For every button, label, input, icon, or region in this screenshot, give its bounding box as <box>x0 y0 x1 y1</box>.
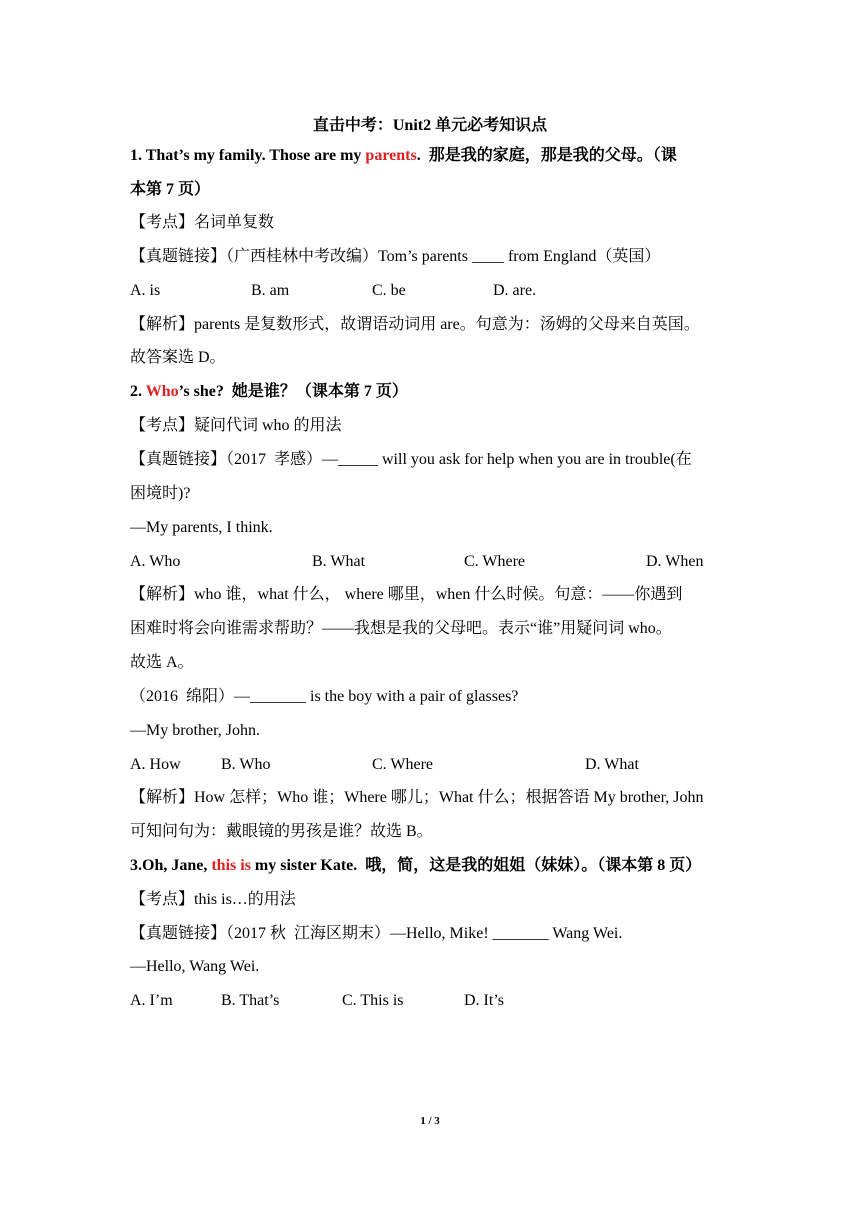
section-2-jiexi-line2: 困难时将会向谁需求帮助？——我想是我的父母吧。表示“谁”用疑问词 who。 <box>130 620 672 637</box>
section-3-option-b: B. That’s <box>221 992 280 1009</box>
section-1-kaodian: 【考点】名词单复数 <box>130 214 275 231</box>
section-2-question-2: （2016 绵阳）—_______ is the boy with a pair of glasses? <box>130 688 519 705</box>
section-3-option-d: D. It’s <box>464 992 504 1009</box>
section-1-heading <box>130 146 677 166</box>
section-3-option-a: A. I’m <box>130 992 173 1009</box>
section-2-jiexi-line3: 故选 A。 <box>130 654 194 671</box>
section-1-jiexi-line1: 【解析】parents 是复数形式，故谓语动词用 are。句意为：汤姆的父母来自英国。 <box>130 316 700 333</box>
section-2-option-c: C. Where <box>464 553 526 570</box>
section-1-jiexi-line2: 故答案选 D。 <box>130 349 226 366</box>
page-title: 直击中考：Unit2 单元必考知识点 <box>312 117 548 134</box>
section-2-q2-option-b: B. Who <box>221 756 271 773</box>
section-3-heading <box>130 856 701 876</box>
section-2-link-line1: 【真题链接】（2017 孝感）—_____ will you ask for help when you are in trouble(在 <box>130 451 692 468</box>
section-2-heading <box>130 382 408 402</box>
section-2-jiexi-line5: 可知问句为：戴眼镜的男孩是谁？故选 B。 <box>130 823 433 840</box>
section-1-option-d: D. are. <box>493 282 537 299</box>
section-3-link: 【真题链接】（2017 秋 江海区期末）—Hello, Mike! _______ Wang Wei. <box>130 925 623 942</box>
section-2-q2-option-c: C. Where <box>372 756 434 773</box>
section-2-jiexi-line1: 【解析】who 谁，what 什么， where 哪里，when 什么时候。句意：——你遇到 <box>130 586 683 603</box>
section-1-option-c: C. be <box>372 282 406 299</box>
section-3-keyword: this is <box>211 857 251 874</box>
section-2-heading-pre: 2. <box>130 383 146 400</box>
section-2-q2-option-a: A. How <box>130 756 181 773</box>
section-2-keyword: Who <box>145 383 179 400</box>
section-1-link: 【真题链接】（广西桂林中考改编）Tom’s parents ____ from England（英国） <box>130 248 661 265</box>
section-1-heading-line2: 本第 7 页） <box>130 181 211 198</box>
page-number: 1 / 3 <box>420 1115 440 1127</box>
section-2-heading-post: ’s she? 她是谁？（课本第 7 页） <box>178 383 408 400</box>
section-1-keyword: parents <box>365 147 417 164</box>
section-1-heading-post: . 那是我的家庭，那是我的父母。（课 <box>416 147 677 164</box>
section-1-heading-pre: 1. That’s my family. Those are my <box>130 147 366 164</box>
section-2-answer-2: —My brother, John. <box>130 722 261 739</box>
section-3-answer: —Hello, Wang Wei. <box>130 958 260 975</box>
section-2-q2-option-d: D. What <box>585 756 639 773</box>
section-1-option-a: A. is <box>130 282 161 299</box>
section-3-heading-post: my sister Kate. 哦，简，这是我的姐姐（妹妹）。（课本第 8 页） <box>250 857 702 874</box>
section-2-answer: —My parents, I think. <box>130 519 273 536</box>
section-3-option-c: C. This is <box>342 992 404 1009</box>
section-2-option-a: A. Who <box>130 553 181 570</box>
section-2-kaodian: 【考点】疑问代词 who 的用法 <box>130 417 342 434</box>
section-2-link-line2: 困境时)? <box>130 485 191 502</box>
section-2-option-d: D. When <box>646 553 704 570</box>
section-2-jiexi-line4: 【解析】How 怎样；Who 谁；Where 哪儿；What 什么；根据答语 My brother, John <box>130 789 704 806</box>
section-2-option-b: B. What <box>312 553 366 570</box>
section-3-heading-pre: 3.Oh, Jane, <box>130 857 212 874</box>
section-3-kaodian: 【考点】this is…的用法 <box>130 891 296 908</box>
section-1-option-b: B. am <box>251 282 290 299</box>
